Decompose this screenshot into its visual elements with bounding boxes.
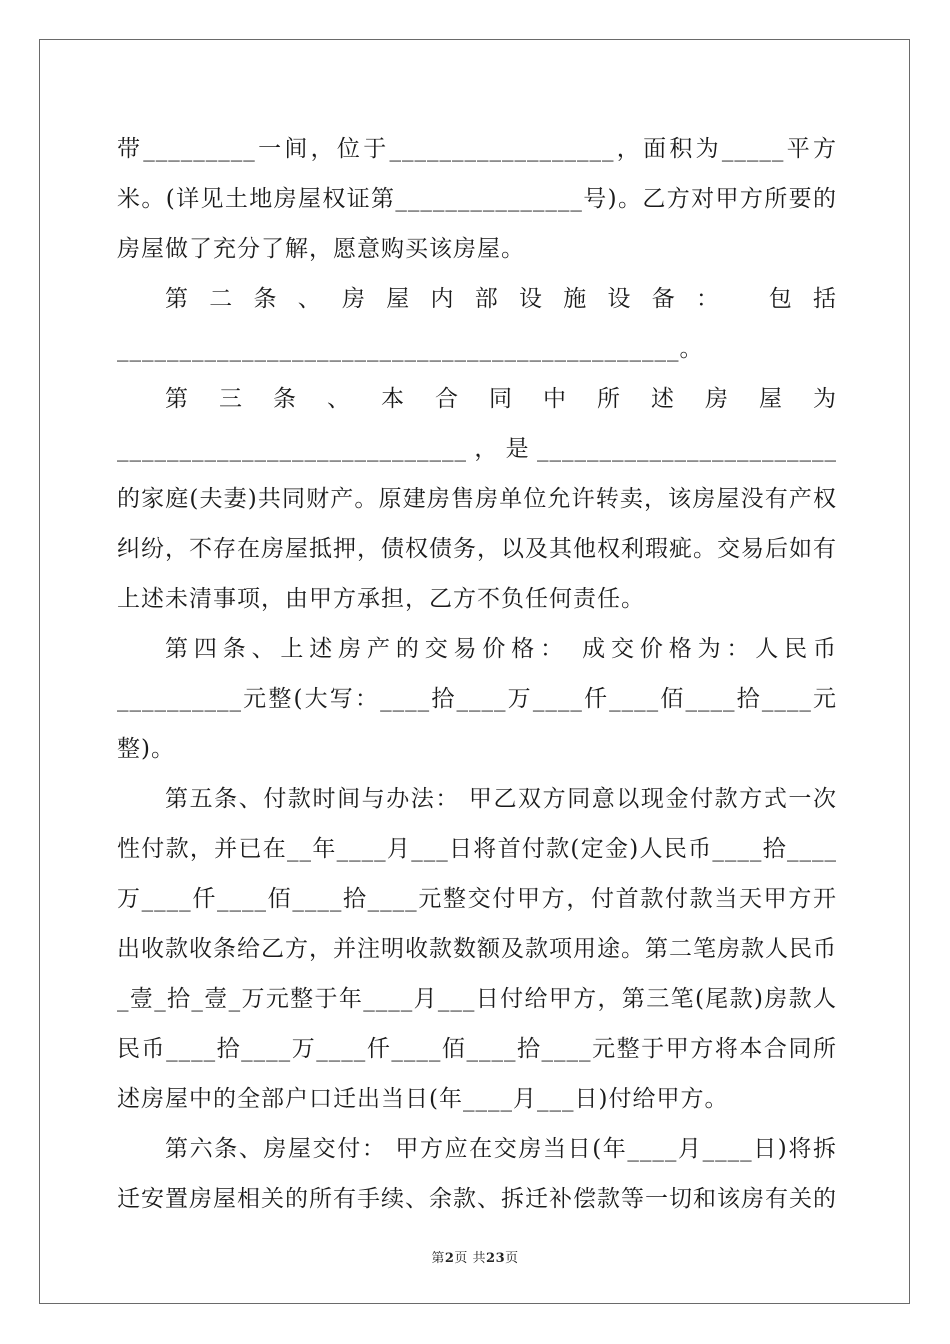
page-prefix: 第 — [431, 1251, 445, 1266]
paragraph-article-3: 第三条、本合同中所述房屋为____________________________，是________________________的家庭(夫妻)共同财产。原建房售房单位允许转卖，该房屋没有产权纠纷，不存在房屋抵押，债权债务，以及其他权利瑕疵。交易后如有上述未清事项，由甲方承担，乙方不负任何责任。 — [117, 386, 837, 612]
total-pages: 23 — [486, 1251, 506, 1266]
paragraph-article-4: 第四条、上述房产的交易价格： 成交价格为：人民币__________元整(大写：____拾____万____仟____佰____拾____元整)。 — [117, 636, 837, 762]
document-body — [117, 124, 837, 1224]
paragraph-article-6: 第六条、房屋交付： 甲方应在交房当日(年____月____日)将拆迁安置房屋相关的所有手续、余款、拆迁补偿款等一切和该房有关的 — [117, 1136, 837, 1212]
paragraph-article-2: 第二条、房屋内部设施设备： 包括_____________________________________________。 — [117, 286, 837, 362]
page-number: 2 — [444, 1251, 455, 1266]
page-suffix: 页 — [505, 1251, 519, 1266]
page-mid: 页 共 — [454, 1251, 487, 1266]
paragraph-property-description: 带_________一间，位于__________________，面积为_____平方米。(详见土地房屋权证第_______________号)。乙方对甲方所要的房屋做了充分了解，愿意购买该房屋。 — [117, 136, 837, 262]
paragraph-article-5: 第五条、付款时间与办法： 甲乙双方同意以现金付款方式一次性付款，并已在__年____月___日将首付款(定金)人民币____拾____万____仟____佰____拾____元整交付甲方，付首款付款当天甲方开出收款收条给乙方，并注明收款数额及款项用途。第二笔房款人民币_壹_拾_壹_万元整于年____月___日付给甲方，第三笔(尾款)房款人民币____拾____万____仟____佰____拾____元整于甲方将本合同所述房屋中的全部户口迁出当日(年____月___日)付给甲方。 — [117, 786, 837, 1112]
page-footer — [0, 1247, 950, 1266]
